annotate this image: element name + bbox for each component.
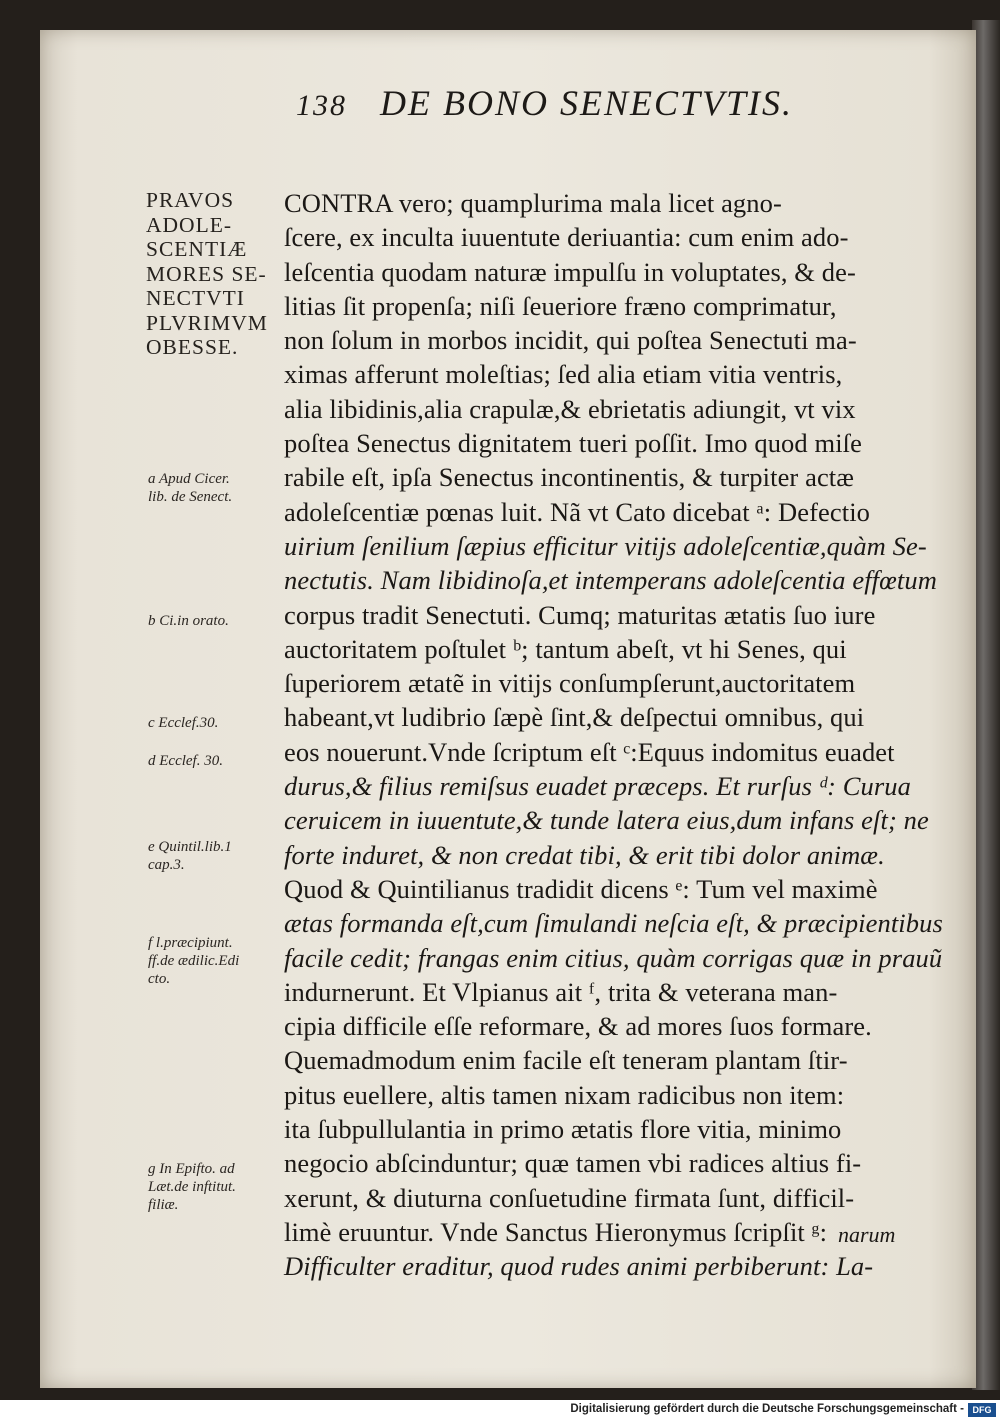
side-heading <box>146 188 278 360</box>
text-line: ximas afferunt moleſtias; ſed alia etiam vitia ventris, <box>284 359 843 390</box>
text-line: Difficulter eraditur, quod rudes animi perbiberunt: La- <box>284 1251 874 1282</box>
dfg-logo: DFG <box>968 1403 996 1417</box>
text-line: poſtea Senectus dignitatem tueri poſſit. Imo quod miſe <box>284 428 862 459</box>
text-line: limè eruuntur. Vnde Sanctus Hieronymus ſcripſit ᵍ: <box>284 1216 828 1247</box>
margin-note-d <box>148 752 282 770</box>
margin-note-line: b Ci.in orato. <box>148 613 229 629</box>
running-title: DE BONO SENECTVTIS. <box>380 83 794 123</box>
body-text <box>284 186 954 1284</box>
side-heading-line: ADOLE- <box>146 212 233 237</box>
text-line: habeant,vt ludibrio ſæpè ſint,& deſpectui omnibus, qui <box>284 702 865 733</box>
text-line: auctoritatem poſtulet ᵇ; tantum abeſt, vt hi Senes, qui <box>284 633 847 664</box>
margin-note-c <box>148 714 282 732</box>
side-heading-line: MORES SE- <box>146 261 267 286</box>
text-line: eos nouerunt.Vnde ſcriptum eſt ᶜ:Equus indomitus euadet <box>284 736 895 767</box>
text-line: forte induret, & non credat tibi, & erit tibi dolor animæ. <box>284 839 885 870</box>
page-number: 138 <box>296 89 347 122</box>
text-line: corpus tradit Senectuti. Cumq; maturitas ætatis ſuo iure <box>284 599 876 630</box>
margin-note-line: g In Epifto. ad <box>148 1161 235 1177</box>
text-line: adoleſcentiæ pœnas luit. Nã vt Cato dicebat ᵃ: Defectio <box>284 496 871 527</box>
text-line: negocio abſcinduntur; quæ tamen vbi radices altius fi- <box>284 1148 862 1179</box>
text-line: durus,& filius remiſsus euadet præceps. Et rurſus ᵈ: Curua <box>284 771 911 802</box>
margin-note-a <box>148 470 282 506</box>
margin-note-line: e Quintil.lib.1 <box>148 839 232 855</box>
text-line: pitus euellere, altis tamen nixam radicibus non item: <box>284 1079 845 1110</box>
book-spine-edge <box>972 20 1000 1390</box>
margin-note-line: c Ecclef.30. <box>148 715 219 731</box>
side-heading-line: PRAVOS <box>146 188 235 212</box>
text-line: ita ſubpullulantia in primo ætatis flore vitia, minimo <box>284 1114 842 1145</box>
text-line: ſuperiorem ætatẽ in vitijs conſumpſerunt,auctoritatem <box>284 668 856 699</box>
margin-note-f <box>148 934 282 988</box>
text-line: cipia difficile eſſe reformare, & ad mores ſuos formare. <box>284 1011 872 1042</box>
text-line: ſcere, ex inculta iuuentute deriuantia: cum enim ado- <box>284 222 849 253</box>
margin-note-e <box>148 838 282 874</box>
margin-note-line: a Apud Cicer. <box>148 471 230 487</box>
text-line: facile cedit; frangas enim citius, quàm corrigas quæ in prauũ <box>284 942 943 973</box>
margin-note-line: d Ecclef. 30. <box>148 753 223 769</box>
margin-note-line: cap.3. <box>148 857 185 873</box>
text-line: Quod & Quintilianus tradidit dicens ᵉ: Tum vel maximè <box>284 873 878 904</box>
text-line: nectutis. Nam libidinoſa,et intemperans adoleſcentia effœtum <box>284 565 937 596</box>
text-line: alia libidinis,alia crapulæ,& ebrietatis adiungit, vt vix <box>284 393 856 424</box>
text-line: ætas formanda eſt,cum ſimulandi neſcia eſt, & præcipientibus <box>284 908 943 939</box>
side-heading-line: NECTVTI <box>146 286 245 310</box>
margin-note-line: f l.præcipiunt. <box>148 935 233 951</box>
text-line: xerunt, & diuturna conſuetudine firmata ſunt, difficil- <box>284 1182 855 1213</box>
margin-note-b <box>148 612 282 630</box>
text-line: Quemadmodum enim facile eſt teneram plantam ſtir- <box>284 1045 848 1076</box>
text-line: CONTRA vero; quamplurima mala licet agno- <box>284 188 782 218</box>
margin-note-line: Læt.de inftitut. <box>148 1179 236 1195</box>
text-line: litias ſit propenſa; niſi ſeueriore fræno comprimatur, <box>284 290 837 321</box>
margin-note-line: filiæ. <box>148 1197 179 1213</box>
margin-note-line: cto. <box>148 971 171 987</box>
text-line: non ſolum in morbos incidit, qui poſtea Senectuti ma- <box>284 325 857 356</box>
footer-credit: Digitalisierung gefördert durch die Deutsche Forschungsgemeinschaft - <box>570 1403 964 1415</box>
running-head <box>296 82 936 124</box>
text-line: indurnerunt. Et Vlpianus ait ᶠ, trita & veterana man- <box>284 976 838 1007</box>
side-heading-line: PLVRIMVM <box>146 310 268 335</box>
text-line: ceruicem in iuuentute,& tunde latera eius,dum infans eſt; ne <box>284 805 929 836</box>
margin-note-line: ff.de ædilic.Edi <box>148 953 240 969</box>
side-heading-line: SCENTIÆ <box>146 237 248 261</box>
text-line: rabile eſt, ipſa Senectus incontinentis, & turpiter actæ <box>284 462 855 493</box>
text-line: uirium ſenilium ſæpius efficitur vitijs adoleſcentiæ,quàm Se- <box>284 530 927 561</box>
side-heading-line: OBESSE. <box>146 335 239 359</box>
margin-note-g <box>148 1160 282 1214</box>
text-line: leſcentia quodam naturæ impulſu in voluptates, & de- <box>284 256 856 287</box>
catchword: narum <box>838 1222 896 1247</box>
footer-bar <box>0 1400 1000 1421</box>
margin-note-line: lib. de Senect. <box>148 489 233 505</box>
